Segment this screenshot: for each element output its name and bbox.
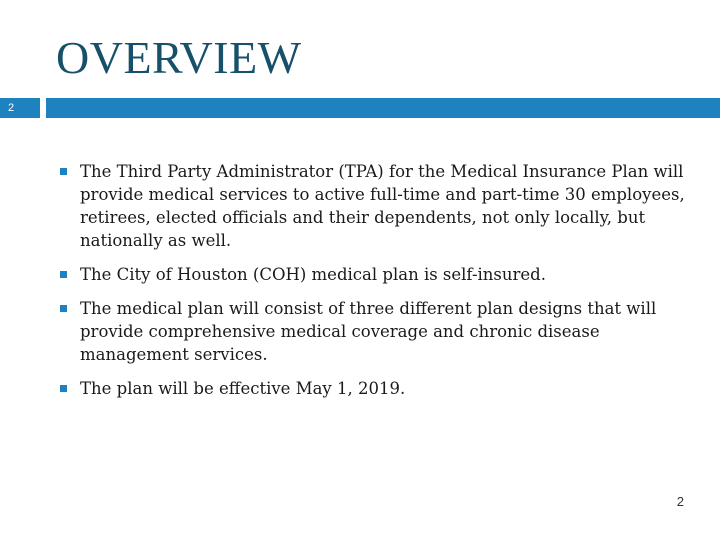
square-bullet-icon (60, 271, 67, 278)
bullet-list (58, 160, 698, 411)
page-number: 2 (676, 494, 684, 509)
bullet-item (58, 377, 698, 400)
bullet-item (58, 297, 698, 366)
bullet-item (58, 160, 698, 252)
bullet-text: The medical plan will consist of three different plan designs that will provide comprehensive medical coverage and chronic disease management services. (80, 299, 657, 364)
square-bullet-icon (60, 385, 67, 392)
slide-number-tag: 2 (0, 98, 40, 118)
bullet-item (58, 263, 698, 286)
bullet-text: The plan will be effective May 1, 2019. (80, 379, 406, 398)
square-bullet-icon (60, 168, 67, 175)
square-bullet-icon (60, 305, 67, 312)
slide-title: OVERVIEW (56, 32, 302, 83)
bullet-text: The City of Houston (COH) medical plan is self-insured. (80, 265, 546, 284)
header-accent-bar (46, 98, 720, 118)
bullet-text: The Third Party Administrator (TPA) for the Medical Insurance Plan will provide medical services to active full-time and part-time 30 employees, retirees, elected officials and their dependents, not only locally, but nationally as well. (80, 162, 685, 250)
